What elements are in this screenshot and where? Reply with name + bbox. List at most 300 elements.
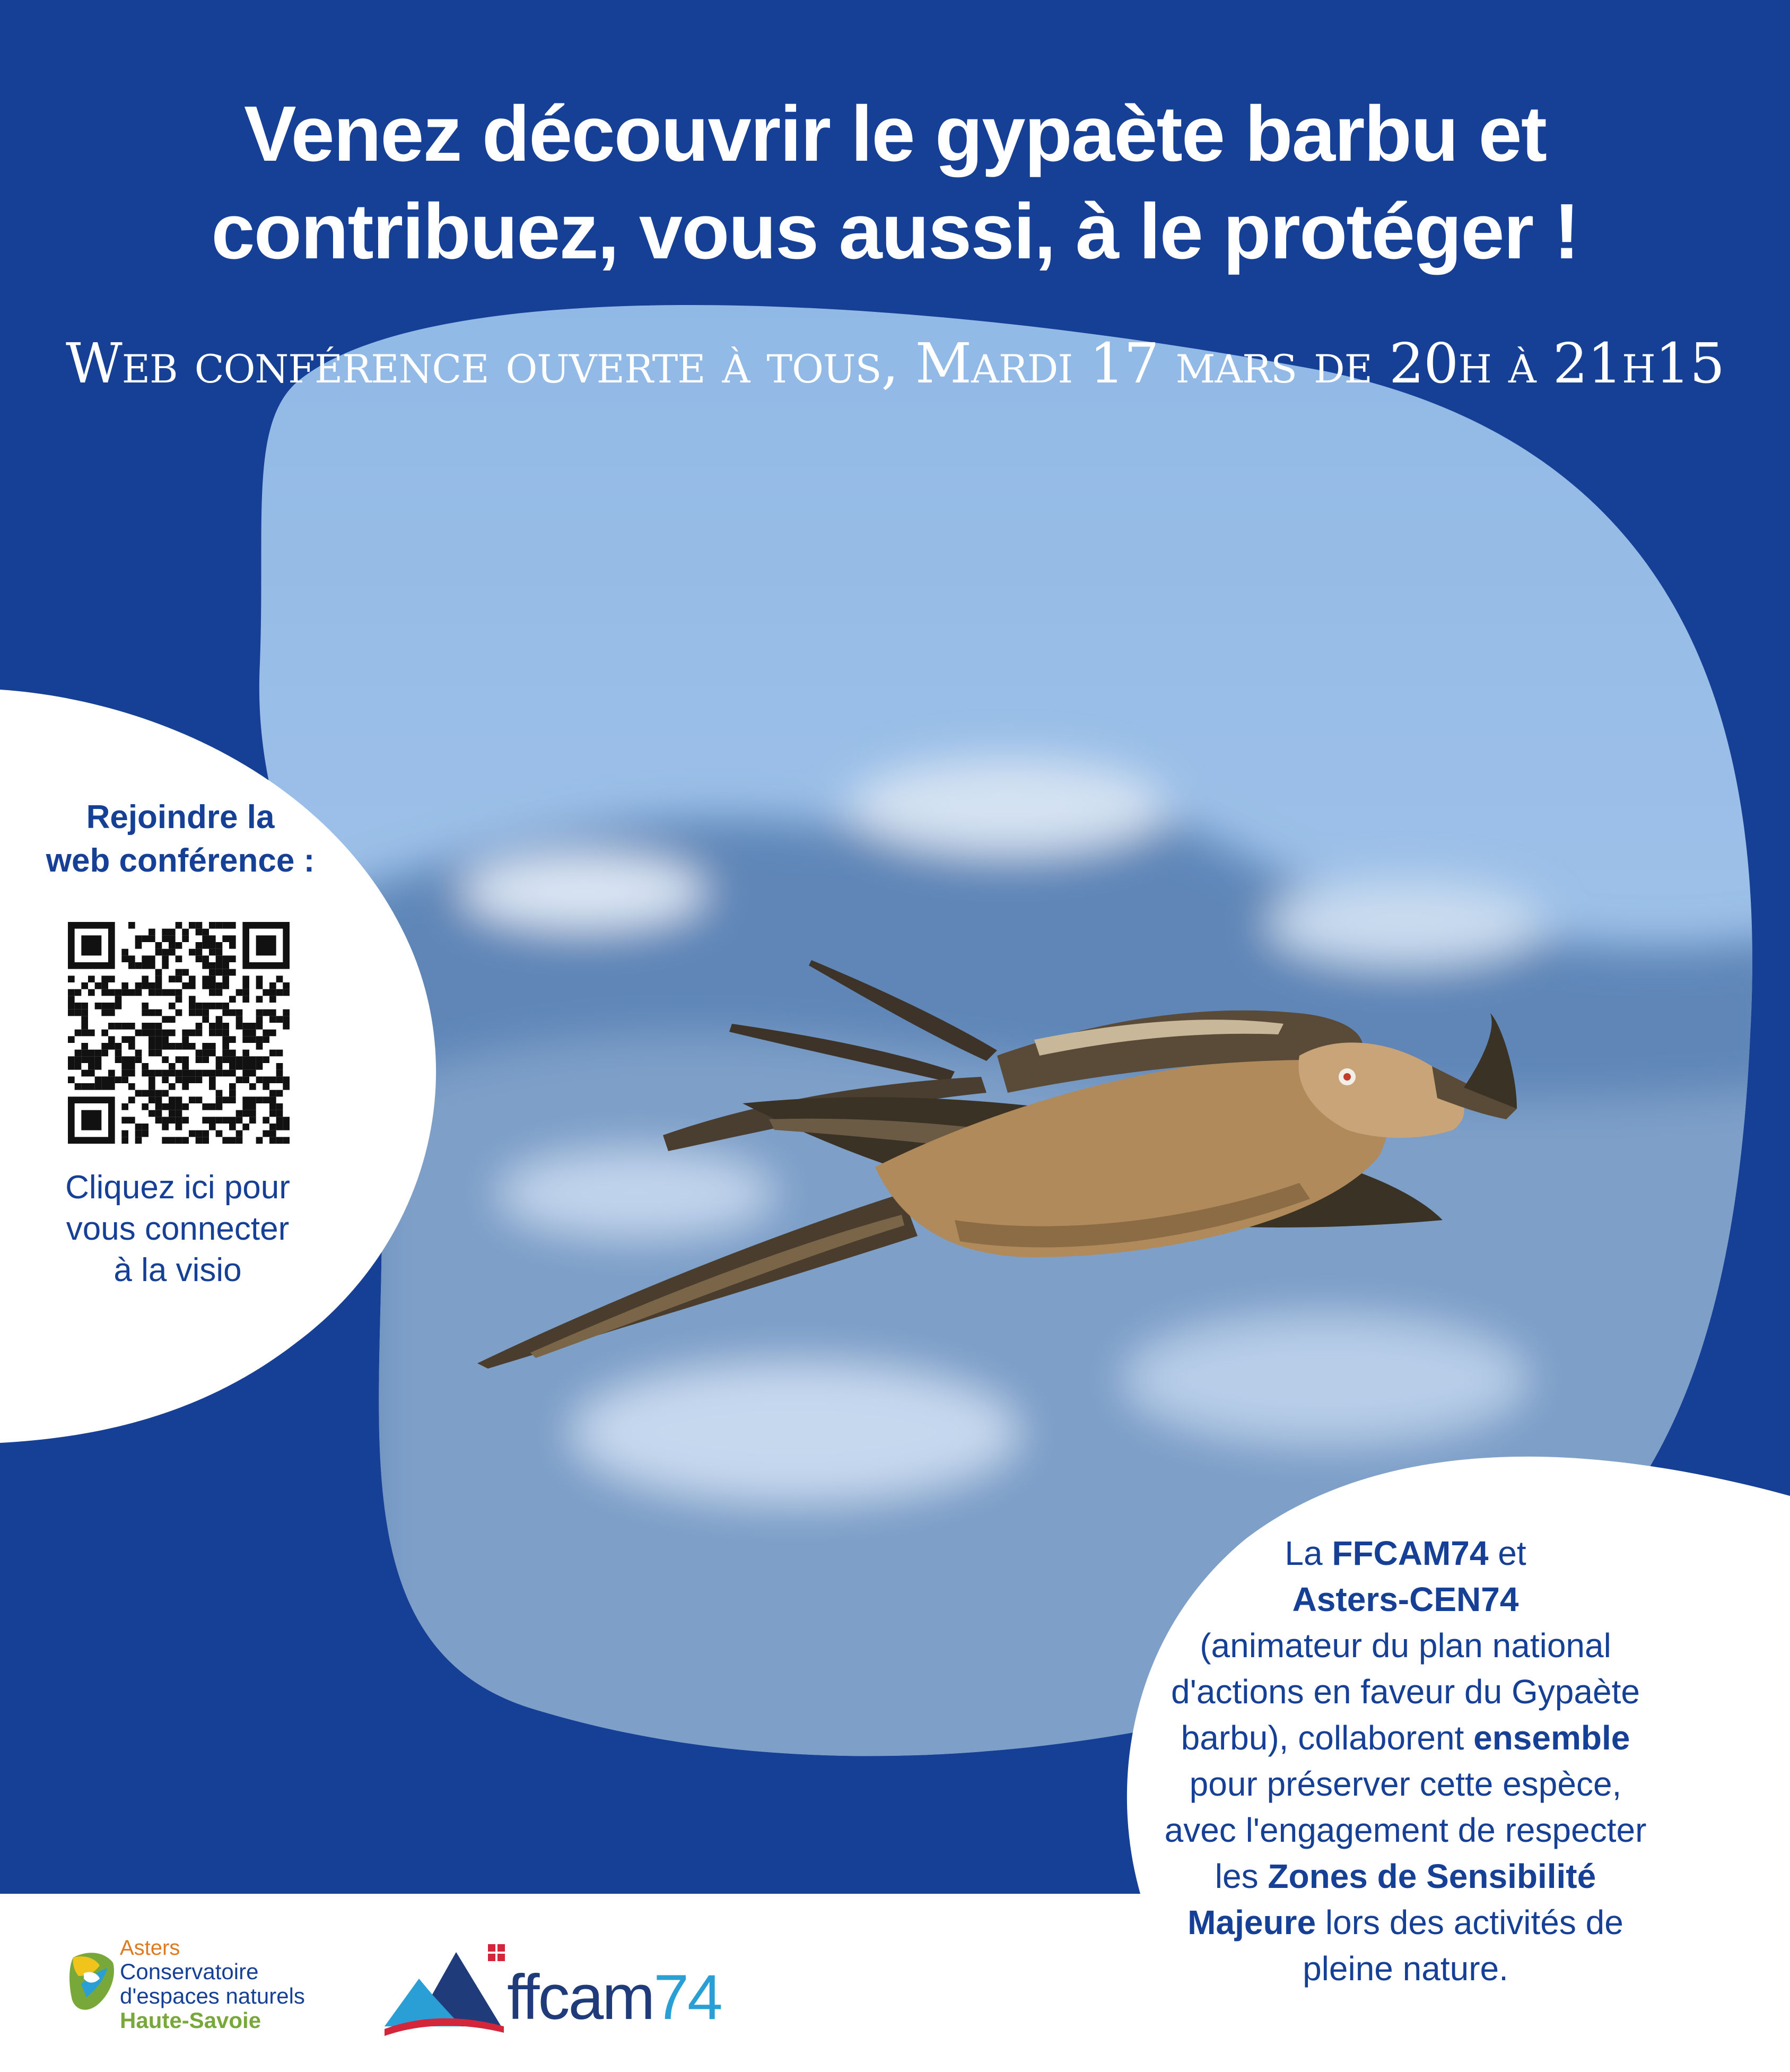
qr-module: [202, 1016, 209, 1023]
qr-module: [155, 949, 162, 956]
qr-module: [149, 955, 155, 962]
qr-module: [169, 1043, 176, 1050]
asters-name: Asters: [120, 1936, 180, 1960]
qr-module: [155, 1009, 162, 1016]
qr-module: [81, 1043, 88, 1050]
info-text-span: et: [1488, 1534, 1526, 1572]
qr-module: [216, 1103, 223, 1110]
qr-module: [242, 1096, 249, 1103]
qr-module: [196, 1003, 203, 1009]
qr-module: [202, 976, 209, 982]
ensemble-bold: ensemble: [1473, 1719, 1630, 1757]
qr-module: [276, 1050, 283, 1057]
qr-module: [242, 1076, 249, 1083]
qr-module: [176, 1076, 182, 1083]
qr-module: [222, 1096, 229, 1103]
qr-module: [216, 989, 223, 996]
asters-logo: [68, 1936, 344, 2033]
qr-module: [108, 1076, 115, 1083]
qr-module: [176, 1096, 182, 1103]
qr-module: [276, 1124, 283, 1130]
qr-module: [182, 1043, 189, 1050]
qr-module: [229, 942, 236, 949]
qr-module: [108, 1023, 115, 1030]
qr-module: [176, 922, 182, 929]
qr-module: [263, 1009, 269, 1016]
qr-module: [229, 1050, 236, 1057]
qr-module: [269, 1030, 276, 1037]
qr-module: [155, 1110, 162, 1117]
qr-module: [75, 1030, 82, 1037]
qr-module: [269, 1090, 276, 1097]
qr-module: [222, 969, 229, 976]
qr-module: [81, 1070, 88, 1077]
qr-module: [222, 1117, 229, 1124]
qr-module: [115, 1003, 122, 1009]
qr-module: [249, 1103, 256, 1110]
qr-module: [176, 1070, 182, 1077]
qr-module: [115, 996, 122, 1003]
qr-module: [135, 1090, 142, 1097]
qr-module: [162, 989, 169, 996]
qr-module: [256, 976, 263, 982]
qr-module: [222, 1137, 229, 1144]
qr-module: [269, 1016, 276, 1023]
qr-module: [101, 1050, 108, 1057]
qr-module: [169, 1070, 176, 1077]
qr-module: [263, 1056, 269, 1063]
ffcam-mountain-icon: [382, 1936, 509, 2037]
info-line-8: [1087, 1853, 1724, 1900]
qr-module: [222, 1003, 229, 1009]
qr-module: [81, 1030, 88, 1037]
qr-module: [216, 1063, 223, 1070]
qr-module: [121, 1137, 128, 1144]
qr-module: [169, 1063, 176, 1070]
qr-module: [216, 1096, 223, 1103]
qr-module: [142, 955, 149, 962]
zones-bold: Zones de Sensibilité: [1268, 1857, 1596, 1895]
qr-module: [216, 962, 223, 969]
qr-module: [276, 1070, 283, 1077]
qr-finder: [81, 935, 101, 955]
qr-module: [155, 1043, 162, 1050]
event-subtitle: Web conférence ouverte à tous, Mardi 17 mars de 20h à 21h15: [65, 331, 1725, 396]
qr-module: [101, 1009, 108, 1016]
qr-module: [236, 1110, 243, 1117]
qr-module: [242, 996, 249, 1003]
qr-module: [229, 996, 236, 1003]
qr-module: [229, 1096, 236, 1103]
qr-module: [276, 976, 283, 982]
qr-module: [149, 1110, 155, 1117]
qr-module: [169, 1117, 176, 1124]
asters-line-3: Haute-Savoie: [120, 2008, 261, 2033]
qr-module: [196, 1070, 203, 1077]
qr-module: [189, 949, 196, 956]
qr-module: [229, 1137, 236, 1144]
headline-line-2: contribuez, vous aussi, à le protéger !: [211, 188, 1579, 275]
qr-module: [189, 1070, 196, 1077]
qr-module: [176, 1056, 182, 1063]
qr-module: [155, 1030, 162, 1037]
qr-module: [202, 929, 209, 936]
qr-module: [182, 1036, 189, 1043]
qr-module: [222, 976, 229, 982]
qr-module: [189, 1076, 196, 1083]
qr-module: [256, 1043, 263, 1050]
qr-module: [162, 929, 169, 936]
qr-module: [229, 969, 236, 976]
info-line-7: avec l'engagement de respecter: [1164, 1811, 1647, 1849]
qr-module: [269, 982, 276, 989]
qr-module: [229, 1070, 236, 1077]
qr-module: [162, 1016, 169, 1023]
qr-module: [128, 922, 135, 929]
qr-module: [128, 1056, 135, 1063]
qr-module: [128, 955, 135, 962]
qr-module: [222, 962, 229, 969]
qr-module: [169, 989, 176, 996]
qr-module: [162, 1030, 169, 1037]
qr-module: [202, 1070, 209, 1077]
qr-module: [242, 1103, 249, 1110]
qr-module: [229, 1056, 236, 1063]
qr-module: [135, 1056, 142, 1063]
qr-module: [115, 1076, 122, 1083]
ffcam-number: 74: [653, 1962, 721, 2033]
qr-module: [196, 942, 203, 949]
qr-module: [182, 1076, 189, 1083]
qr-module: [128, 1023, 135, 1030]
qr-module: [196, 1096, 203, 1103]
qr-module: [101, 976, 108, 982]
qr-module: [283, 1117, 290, 1124]
qr-module: [196, 1137, 203, 1144]
qr-module: [162, 949, 169, 956]
qr-module: [162, 1043, 169, 1050]
qr-module: [162, 1117, 169, 1124]
qr-module: [169, 1030, 176, 1037]
qr-module: [128, 1043, 135, 1050]
qr-module: [236, 1076, 243, 1083]
qr-module: [128, 1070, 135, 1077]
qr-module: [169, 1016, 176, 1023]
qr-module: [155, 1036, 162, 1043]
qr-module: [101, 982, 108, 989]
qr-module: [209, 1030, 216, 1037]
qr-module: [162, 1070, 169, 1077]
qr-module: [68, 976, 75, 982]
qr-module: [216, 922, 223, 929]
qr-module: [263, 1117, 269, 1124]
qr-module: [149, 1090, 155, 1097]
qr-module: [276, 1016, 283, 1023]
qr-module: [276, 1110, 283, 1117]
qr-module: [229, 1090, 236, 1097]
qr-module: [95, 982, 102, 989]
qr-module: [176, 976, 182, 982]
qr-code-icon[interactable]: [68, 922, 290, 1144]
qr-module: [222, 1023, 229, 1030]
qr-module: [88, 1056, 95, 1063]
qr-module: [142, 1130, 149, 1137]
qr-module: [222, 1056, 229, 1063]
qr-module: [162, 1137, 169, 1144]
qr-module: [263, 1096, 269, 1103]
qr-module: [182, 1056, 189, 1063]
qr-module: [256, 1076, 263, 1083]
qr-module: [81, 1009, 88, 1016]
qr-module: [108, 1070, 115, 1077]
qr-module: [242, 1070, 249, 1077]
qr-module: [149, 1030, 155, 1037]
qr-module: [269, 1130, 276, 1137]
qr-module: [162, 955, 169, 962]
qr-module: [209, 1050, 216, 1057]
qr-module: [135, 942, 142, 949]
qr-module: [101, 989, 108, 996]
connect-line-1[interactable]: Cliquez ici pour: [65, 1169, 290, 1206]
qr-module: [196, 929, 203, 936]
qr-module: [256, 996, 263, 1003]
qr-module: [101, 1030, 108, 1037]
asters-line-1: Conservatoire: [120, 1959, 259, 1984]
qr-module: [202, 1130, 209, 1137]
qr-module: [269, 1110, 276, 1117]
info-text-span: les: [1215, 1857, 1268, 1895]
qr-module: [283, 1009, 290, 1016]
qr-module: [121, 1130, 128, 1137]
qr-module: [202, 1117, 209, 1124]
qr-module: [209, 1117, 216, 1124]
qr-module: [202, 982, 209, 989]
qr-module: [108, 976, 115, 982]
qr-module: [149, 1076, 155, 1083]
qr-module: [121, 1117, 128, 1124]
qr-module: [169, 1096, 176, 1103]
qr-module: [263, 1083, 269, 1090]
qr-module: [242, 1023, 249, 1030]
qr-module: [81, 1056, 88, 1063]
qr-module: [115, 1023, 122, 1030]
qr-module: [176, 1137, 182, 1144]
qr-module: [155, 1050, 162, 1057]
qr-module: [256, 1063, 263, 1070]
qr-module: [189, 1096, 196, 1103]
qr-module: [169, 929, 176, 936]
qr-module: [236, 1137, 243, 1144]
qr-code-graphic[interactable]: [68, 922, 290, 1144]
qr-module: [149, 1050, 155, 1057]
qr-module: [242, 982, 249, 989]
qr-module: [216, 1070, 223, 1077]
qr-module: [222, 922, 229, 929]
qr-finder: [256, 935, 276, 955]
qr-module: [236, 1130, 243, 1137]
asters-emblem-icon: [68, 1947, 117, 2021]
qr-module: [135, 1124, 142, 1130]
qr-module: [209, 982, 216, 989]
qr-module: [229, 1083, 236, 1090]
qr-module: [283, 1076, 290, 1083]
qr-module: [229, 1117, 236, 1124]
qr-module: [108, 1009, 115, 1016]
qr-module: [209, 989, 216, 996]
qr-module: [196, 1130, 203, 1137]
qr-module: [162, 1076, 169, 1083]
qr-module: [169, 935, 176, 942]
qr-module: [222, 982, 229, 989]
connect-line-2[interactable]: vous connecter: [66, 1211, 290, 1247]
ffcam-text: ffcam: [507, 1962, 654, 2033]
qr-module: [135, 1137, 142, 1144]
qr-module: [176, 1043, 182, 1050]
asters-cen74-bold: Asters-CEN74: [1292, 1580, 1519, 1618]
qr-module: [209, 1076, 216, 1083]
qr-module: [189, 922, 196, 929]
qr-module: [169, 1103, 176, 1110]
qr-module: [95, 1083, 102, 1090]
qr-module: [242, 1030, 249, 1037]
qr-module: [216, 1023, 223, 1030]
qr-module: [149, 982, 155, 989]
qr-module: [142, 1090, 149, 1097]
qr-module: [155, 1070, 162, 1077]
qr-module: [176, 1110, 182, 1117]
qr-module: [256, 1036, 263, 1043]
qr-module: [162, 962, 169, 969]
qr-module: [202, 1003, 209, 1009]
qr-module: [229, 922, 236, 929]
qr-module: [182, 982, 189, 989]
qr-module: [162, 1056, 169, 1063]
qr-module: [222, 935, 229, 942]
qr-module: [149, 1043, 155, 1050]
qr-module: [256, 1137, 263, 1144]
qr-module: [209, 922, 216, 929]
qr-module: [121, 1056, 128, 1063]
qr-module: [216, 1056, 223, 1063]
qr-module: [236, 1056, 243, 1063]
qr-module: [236, 1117, 243, 1124]
qr-module: [135, 1050, 142, 1057]
qr-module: [189, 1043, 196, 1050]
qr-module: [269, 989, 276, 996]
qr-module: [209, 1103, 216, 1110]
qr-module: [242, 1050, 249, 1057]
qr-module: [229, 1063, 236, 1070]
qr-module: [155, 989, 162, 996]
qr-module: [121, 1023, 128, 1030]
qr-module: [202, 955, 209, 962]
qr-module: [75, 1063, 82, 1070]
qr-module: [135, 989, 142, 996]
qr-module: [196, 1023, 203, 1030]
info-line-3: (animateur du plan national: [1200, 1626, 1611, 1665]
qr-module: [276, 1137, 283, 1144]
qr-module: [155, 976, 162, 982]
qr-module: [202, 1050, 209, 1057]
qr-module: [149, 929, 155, 936]
qr-module: [196, 955, 203, 962]
qr-module: [202, 942, 209, 949]
qr-module: [169, 976, 176, 982]
qr-module: [222, 1036, 229, 1043]
qr-module: [121, 989, 128, 996]
qr-module: [283, 982, 290, 989]
qr-module: [68, 996, 75, 1003]
qr-module: [269, 1050, 276, 1057]
qr-module: [182, 1030, 189, 1037]
qr-module: [176, 996, 182, 1003]
qr-module: [155, 1023, 162, 1030]
info-line-1: [1087, 1530, 1724, 1577]
qr-module: [176, 955, 182, 962]
qr-module: [149, 1009, 155, 1016]
qr-module: [68, 1063, 75, 1070]
qr-module: [263, 1076, 269, 1083]
qr-module: [115, 1050, 122, 1057]
qr-module: [68, 1036, 75, 1043]
qr-module: [269, 1124, 276, 1130]
qr-module: [209, 1083, 216, 1090]
qr-module: [162, 1036, 169, 1043]
qr-module: [202, 1009, 209, 1016]
qr-module: [216, 969, 223, 976]
qr-module: [209, 969, 216, 976]
qr-module: [182, 1083, 189, 1090]
qr-module: [68, 1076, 75, 1083]
qr-module: [108, 989, 115, 996]
qr-module: [142, 982, 149, 989]
qr-module: [88, 1050, 95, 1057]
qr-module: [236, 1023, 243, 1030]
qr-module: [283, 1124, 290, 1130]
info-text-span: La: [1285, 1534, 1332, 1572]
qr-module: [222, 1043, 229, 1050]
qr-module: [142, 935, 149, 942]
qr-module: [68, 1056, 75, 1063]
qr-module: [229, 1036, 236, 1043]
qr-module: [108, 1003, 115, 1009]
qr-module: [142, 1063, 149, 1070]
qr-module: [155, 942, 162, 949]
qr-module: [202, 962, 209, 969]
qr-module: [81, 1003, 88, 1009]
connect-line-3[interactable]: à la visio: [113, 1252, 242, 1289]
connect-link[interactable]: [5, 1167, 350, 1291]
qr-module: [68, 1003, 75, 1009]
qr-module: [142, 1023, 149, 1030]
qr-module: [128, 1096, 135, 1103]
qr-module: [196, 922, 203, 929]
qr-module: [108, 1083, 115, 1090]
qr-finder: [81, 1110, 101, 1130]
qr-module: [142, 1124, 149, 1130]
qr-module: [88, 989, 95, 996]
qr-module: [256, 1016, 263, 1023]
qr-module: [169, 949, 176, 956]
qr-module: [75, 1083, 82, 1090]
qr-module: [121, 1103, 128, 1110]
qr-module: [182, 1103, 189, 1110]
qr-module: [202, 1056, 209, 1063]
info-line-9: [1087, 1900, 1724, 1946]
qr-module: [263, 989, 269, 996]
qr-module: [135, 1030, 142, 1037]
qr-module: [209, 942, 216, 949]
